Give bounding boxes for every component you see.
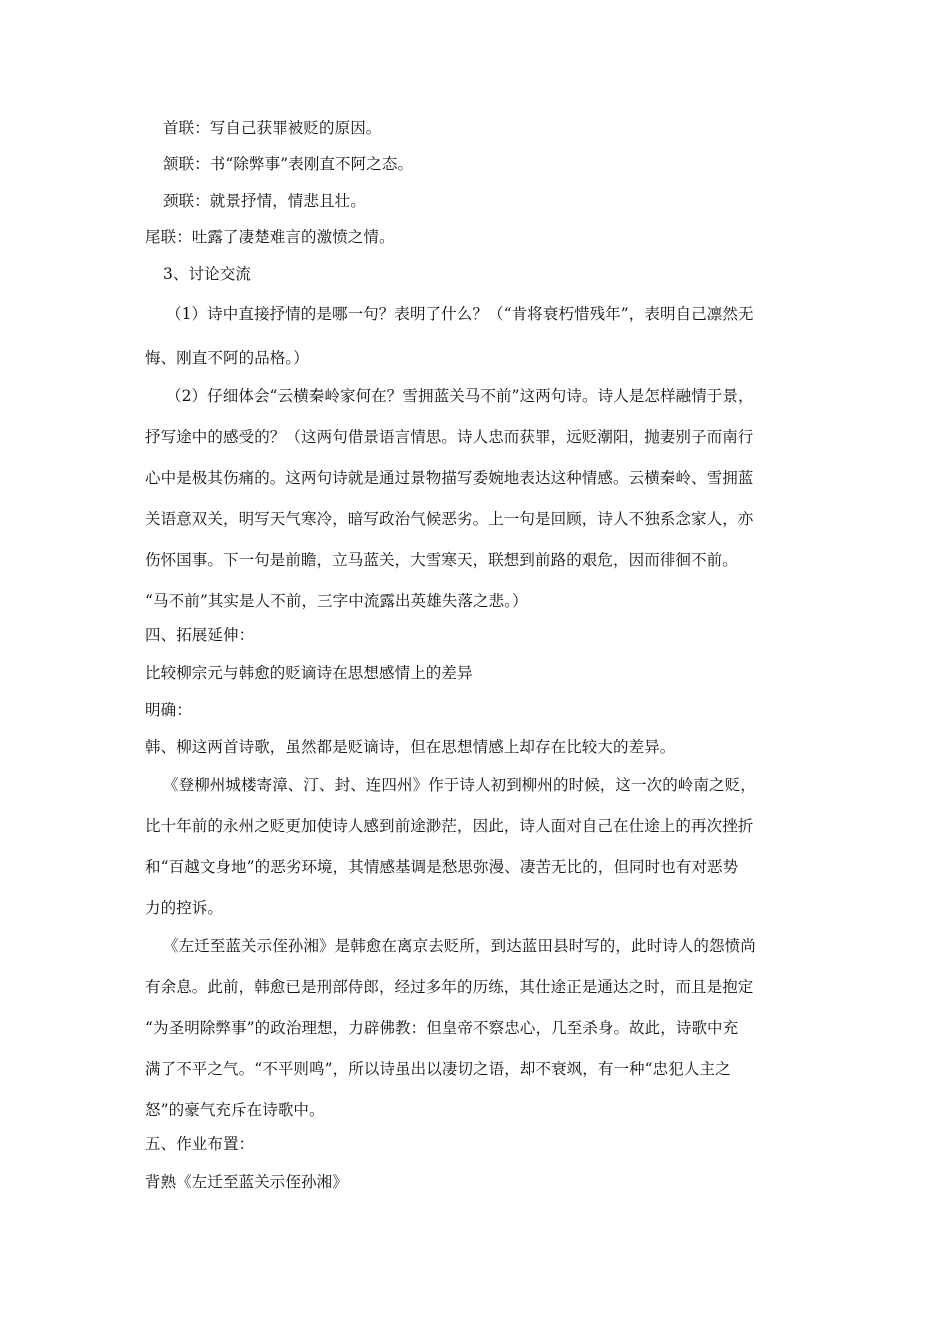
text-line: 《左迁至蓝关示侄孙湘》是韩愈在离京去贬所，到达蓝田县时写的，此时诗人的怨愤尚	[163, 937, 756, 955]
text-line: 比较柳宗元与韩愈的贬谪诗在思想感情上的差异	[145, 664, 473, 682]
text-line: 和“百越文身地”的恶劣环境，其情感基调是愁思弥漫、凄苦无比的，但同时也有对恶势	[145, 858, 739, 876]
text-line: 明确：	[145, 701, 192, 719]
text-line: 韩、柳这两首诗歌，虽然都是贬谪诗，但在思想情感上却存在比较大的差异。	[145, 738, 676, 756]
text-line: 比十年前的永州之贬更加使诗人感到前途渺茫，因此，诗人面对自己在仕途上的再次挫折	[145, 817, 754, 835]
section-heading: 3、讨论交流	[163, 265, 251, 283]
text-line: 尾联：吐露了凄楚难言的激愤之情。	[145, 228, 395, 246]
text-line: “为圣明除弊事”的政治理想，力辟佛教：但皇帝不察忠心，几至杀身。故此，诗歌中充	[145, 1019, 739, 1037]
text-line: 怒”的豪气充斥在诗歌中。	[145, 1101, 325, 1119]
text-line: 首联：写自己获罪被贬的原因。	[163, 119, 382, 137]
text-line: 伤怀国事。下一句是前瞻，立马蓝关，大雪寒天，联想到前路的艰危，因而徘徊不前。	[145, 551, 738, 569]
text-line: 颔联：书“除弊事”表刚直不阿之态。	[163, 155, 414, 173]
text-line: 背熟《左迁至蓝关示侄孙湘》	[145, 1173, 348, 1191]
document-body	[145, 118, 810, 1192]
text-line: 悔、刚直不阿的品格。）	[145, 349, 309, 367]
section-heading: 五、作业布置：	[145, 1135, 255, 1153]
text-line: 满了不平之气。“不平则鸣”，所以诗虽出以凄切之语，却不衰飒，有一种“忠犯人主之	[145, 1060, 731, 1078]
section-heading: 四、拓展延伸：	[145, 626, 255, 644]
text-line: 抒写途中的感受的？（这两句借景语言情思。诗人忠而获罪，远贬潮阳，抛妻别子而南行	[145, 428, 754, 446]
text-line: “马不前”其实是人不前，三字中流露出英雄失落之悲。）	[145, 592, 528, 610]
text-line: 颈联：就景抒情，情悲且壮。	[163, 192, 366, 210]
text-line: 《登柳州城楼寄漳、汀、封、连四州》作于诗人初到柳州的时候，这一次的岭南之贬，	[163, 776, 756, 794]
text-line: 力的控诉。	[145, 899, 224, 917]
text-line: （2）仔细体会“云横秦岭家何在？雪拥蓝关马不前”这两句诗。诗人是怎样融情于景，	[166, 387, 754, 405]
text-line: 心中是极其伤痛的。这两句诗就是通过景物描写委婉地表达这种情感。云横秦岭、雪拥蓝	[145, 469, 754, 487]
text-line: （1）诗中直接抒情的是哪一句？表明了什么？（“肯将衰朽惜残年”，表明自己凛然无	[166, 305, 754, 323]
text-line: 关语意双关，明写天气寒冷，暗写政治气候恶劣。上一句是回顾，诗人不独系念家人，亦	[145, 510, 754, 528]
text-line: 有余息。此前，韩愈已是刑部侍郎，经过多年的历练，其仕途正是通达之时，而且是抱定	[145, 978, 754, 996]
